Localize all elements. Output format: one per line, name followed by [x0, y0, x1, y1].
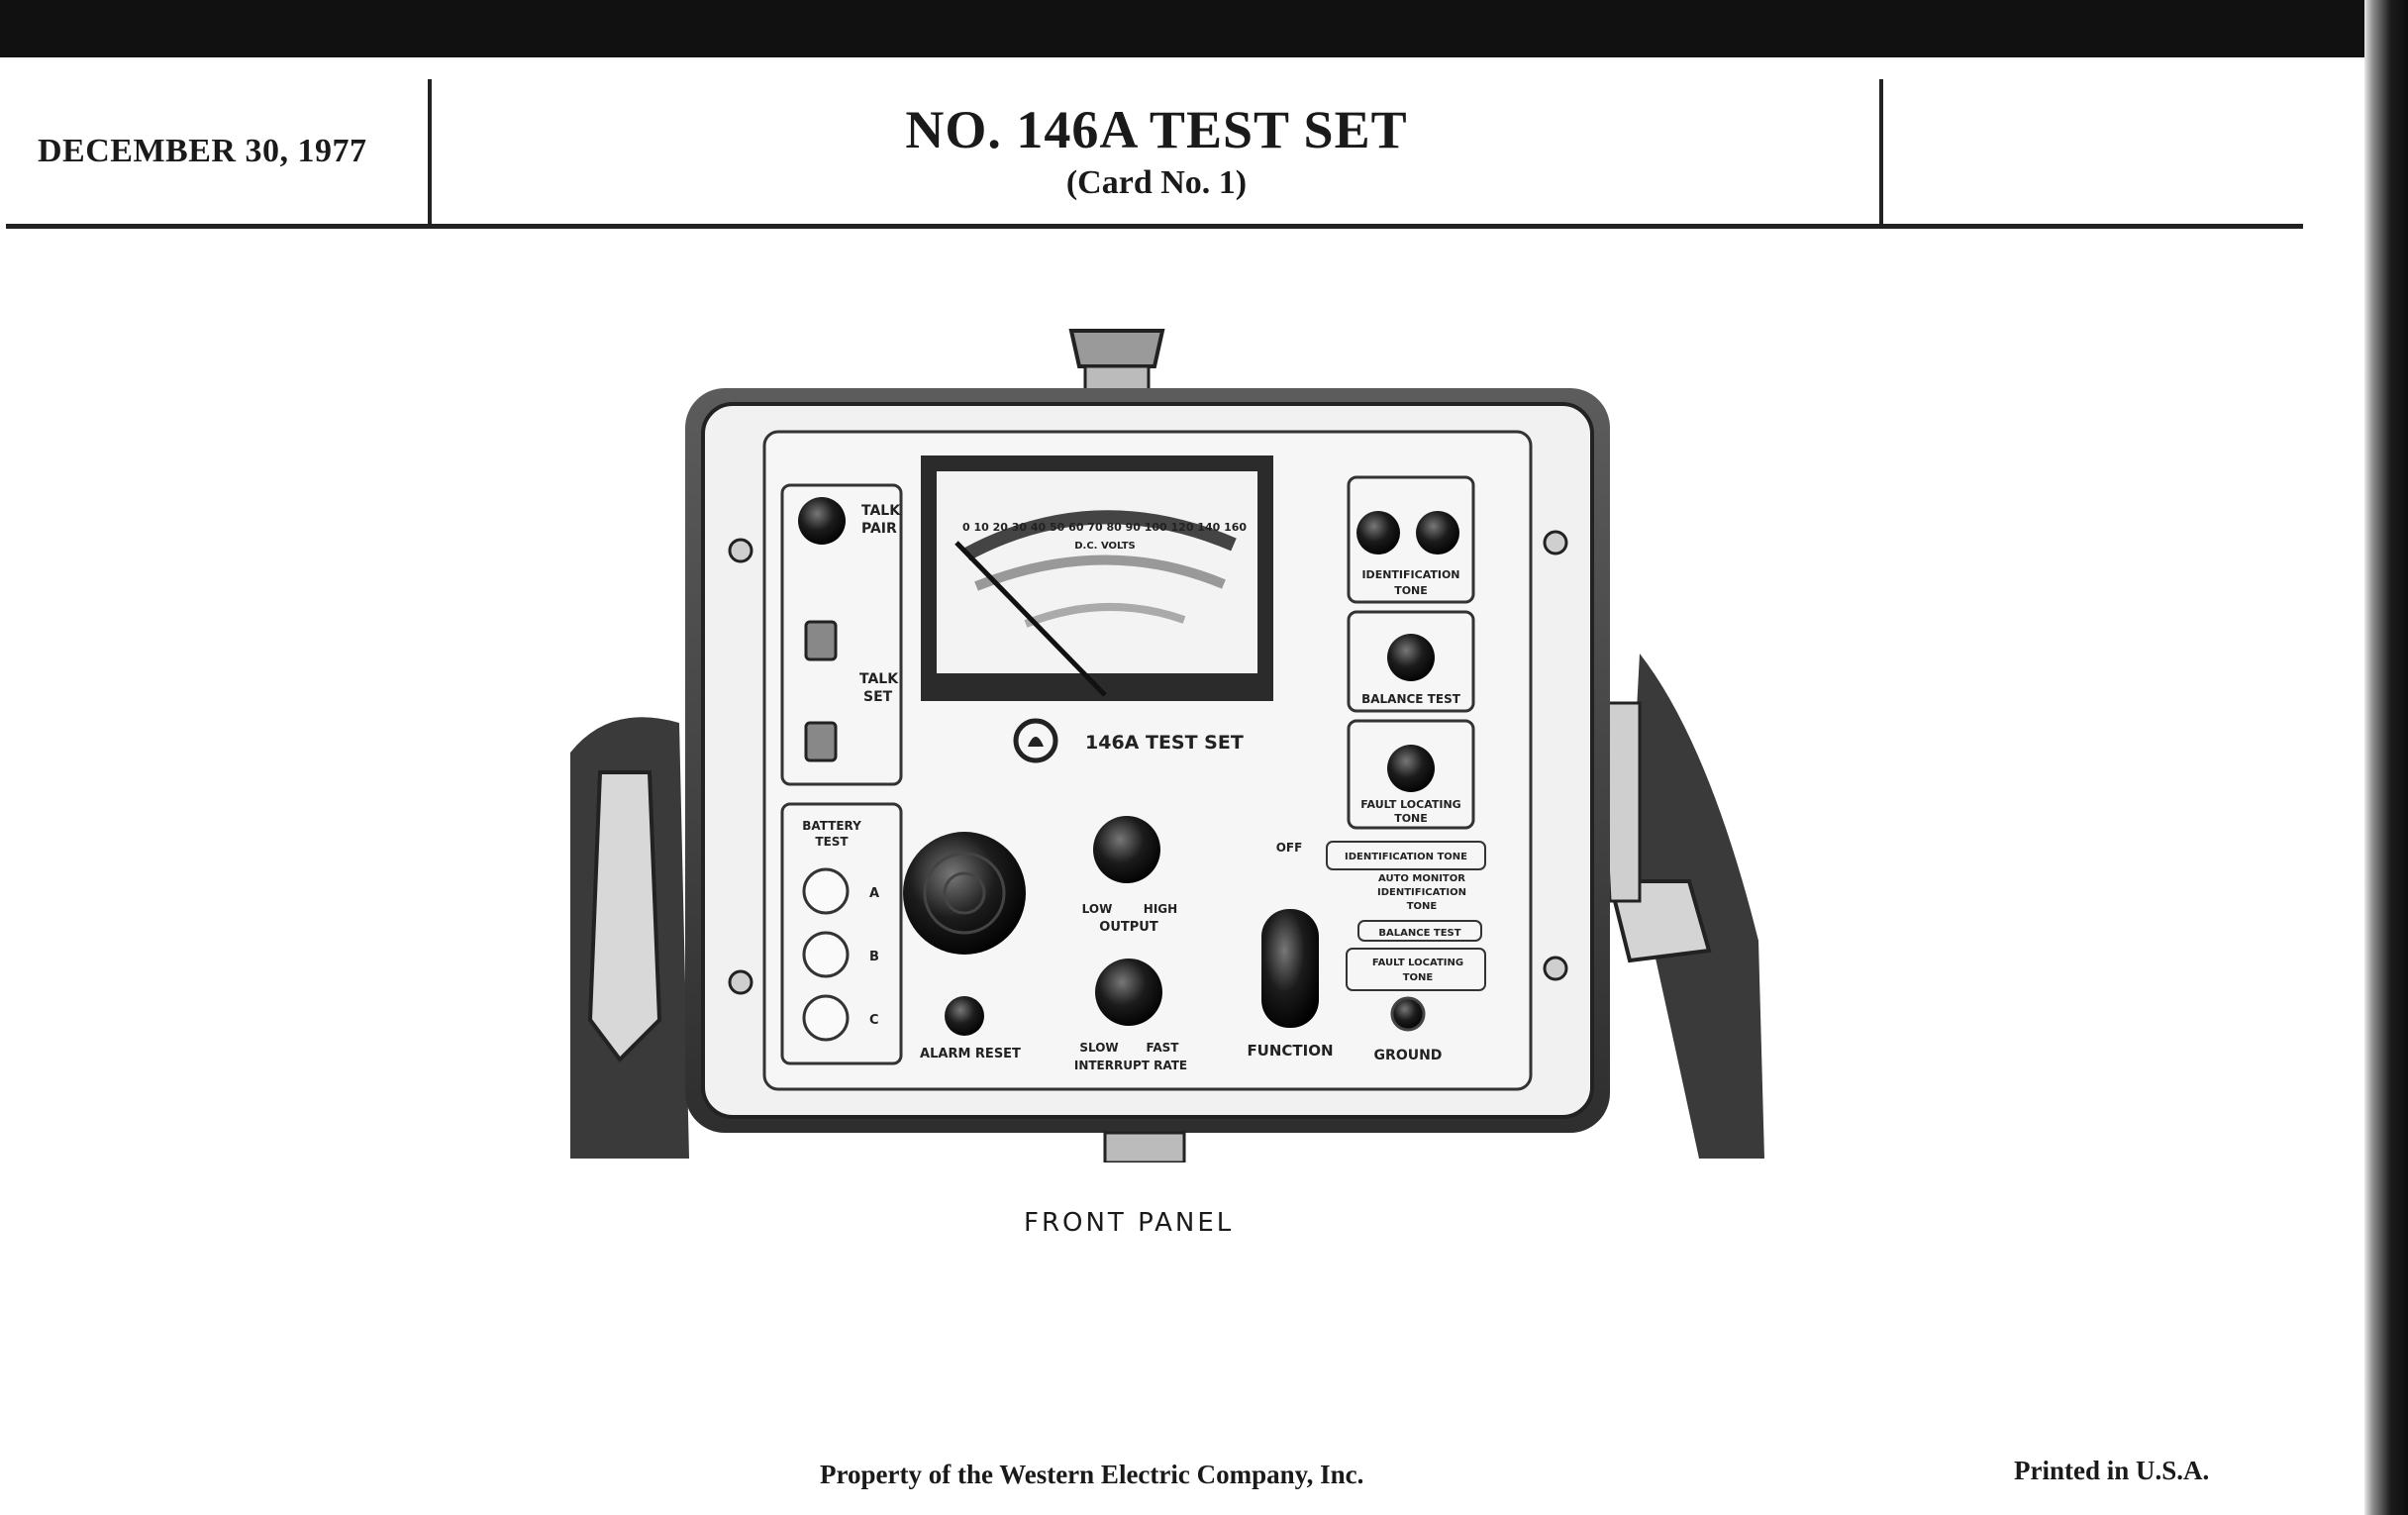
fault-locating-tone-button[interactable]: [1387, 745, 1435, 792]
scan-right-border: [2364, 0, 2408, 1515]
talk-pair-label: TALK: [861, 503, 901, 519]
fault-locating-label2: TONE: [1394, 812, 1428, 825]
battery-a-lamp: [804, 869, 848, 913]
meter-unit: D.C. VOLTS: [1074, 541, 1136, 552]
header-rule: [6, 224, 2303, 229]
battery-test-label2: TEST: [815, 835, 849, 849]
output-label: OUTPUT: [1099, 920, 1158, 935]
balance-test-label: BALANCE TEST: [1361, 692, 1460, 706]
battery-test-label: BATTERY: [802, 819, 861, 833]
identification-tone-jack-2[interactable]: [1416, 511, 1459, 555]
function-position-balance: BALANCE TEST: [1378, 928, 1461, 939]
alarm-reset-button[interactable]: [945, 996, 984, 1036]
strap-clip-left: [590, 772, 659, 1060]
output-high-label: HIGH: [1143, 902, 1178, 916]
screw-icon: [1545, 532, 1566, 554]
battery-b-lamp: [804, 933, 848, 976]
talk-set-label: TALK: [859, 671, 899, 687]
footer-printed: Printed in U.S.A.: [2014, 1456, 2210, 1485]
interrupt-rate-knob[interactable]: [1095, 959, 1162, 1026]
interrupt-slow-label: SLOW: [1079, 1041, 1119, 1055]
function-position-auto-monitor3: TONE: [1406, 901, 1438, 912]
alarm-reset-label: ALARM RESET: [920, 1047, 1021, 1061]
figure-caption: FRONT PANEL: [1024, 1208, 1235, 1238]
function-off-label: OFF: [1275, 841, 1303, 855]
header-date: DECEMBER 30, 1977: [38, 133, 367, 169]
battery-c-label: C: [869, 1013, 879, 1028]
identification-tone-jack-1[interactable]: [1356, 511, 1400, 555]
fault-locating-label: FAULT LOCATING: [1360, 798, 1461, 811]
hinge: [1085, 366, 1149, 390]
panel-name: 146A TEST SET: [1085, 732, 1244, 754]
header-subtitle: (Card No. 1): [1065, 164, 1248, 201]
function-switch[interactable]: [1261, 909, 1319, 1028]
battery-c-lamp: [804, 996, 848, 1040]
handle-latch: [1071, 331, 1162, 366]
talk-pair-jack[interactable]: [798, 497, 846, 545]
screw-icon: [730, 971, 752, 993]
identification-tone-label2: TONE: [1394, 584, 1428, 597]
talk-set-label2: SET: [863, 689, 893, 705]
bottom-latch: [1105, 1133, 1184, 1162]
ground-label: GROUND: [1373, 1048, 1443, 1063]
meter-scale-values: 0 10 20 30 40 50 60 70 80 90 100 120 140 160: [962, 521, 1248, 534]
identification-tone-label: IDENTIFICATION: [1361, 568, 1460, 581]
scan-top-border: [0, 0, 2408, 57]
front-panel-photo: [570, 327, 1764, 1162]
interrupt-rate-label: INTERRUPT RATE: [1073, 1059, 1188, 1072]
function-position-auto-monitor: AUTO MONITOR: [1378, 873, 1465, 884]
function-position-fault: FAULT LOCATING: [1371, 958, 1464, 968]
output-low-label: LOW: [1081, 902, 1113, 916]
speaker-grille: [903, 832, 1026, 955]
function-position-auto-monitor2: IDENTIFICATION: [1376, 887, 1467, 898]
output-knob[interactable]: [1093, 816, 1160, 883]
battery-a-label: A: [869, 886, 880, 901]
talk-set-key-upper[interactable]: [806, 622, 836, 659]
battery-b-label: B: [869, 950, 879, 964]
talk-set-key-lower[interactable]: [806, 723, 836, 760]
footer-property: Property of the Western Electric Company, Inc.: [820, 1460, 1364, 1489]
function-position-identification: IDENTIFICATION TONE: [1344, 852, 1468, 862]
header-divider-right: [1879, 79, 1883, 224]
screw-icon: [730, 540, 752, 561]
interrupt-fast-label: FAST: [1146, 1041, 1179, 1055]
screw-icon: [1545, 958, 1566, 979]
function-position-fault2: TONE: [1402, 972, 1434, 983]
header-title: NO. 146A TEST SET: [905, 100, 1408, 159]
balance-test-button[interactable]: [1387, 634, 1435, 681]
talk-pair-label2: PAIR: [861, 521, 897, 537]
ground-terminal[interactable]: [1392, 998, 1424, 1030]
function-label: FUNCTION: [1247, 1042, 1334, 1060]
test-set-illustration: [570, 327, 1764, 1162]
